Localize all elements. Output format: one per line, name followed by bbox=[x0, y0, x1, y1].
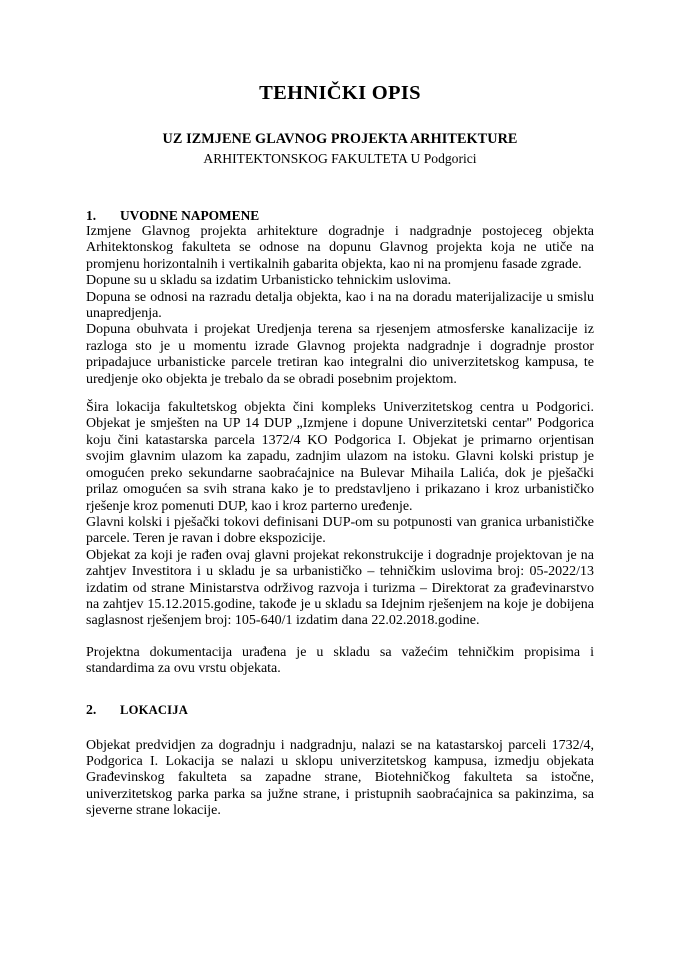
paragraph: Objekat predvidjen za dogradnju i nadgradnju, nalazi se na katastarskoj parceli 1732/4, Podgorica I. Lokacija se nalazi u sklopu univerzitetskog kampusa, izmedju objekata Građevinskog fakulteta sa zapadne strane, Biotehničkog fakulteta sa istočne, univerzitetskog parka parka sa južne strane, i pristupnih saobraćajnica sa pakinzima, sa sjeverne strane lokacije. bbox=[86, 737, 594, 819]
paragraph: Glavni kolski i pješački tokovi definisani DUP-om su potpunosti van granica urbanističke parcele. Teren je ravan i dobre ekspozicije. bbox=[86, 514, 594, 547]
paragraph: Objekat za koji je rađen ovaj glavni projekat rekonstrukcije i dogradnje projektovan je na zahtjev Investitora i u skladu je sa urbanističko – tehničkim uslovima broj: 05-2022/13 izdatim od strane Ministarstva održivog razvoja i turizma – Direktorat za građevinarstvo na zahtjev 15.12.2015.godine, takođe je u skladu sa Idejnim rješenjem na koje je dobijena saglasnost rješenjem broj: 105-640/1 izdatim dana 22.02.2018.godine. bbox=[86, 547, 594, 629]
section-label-1: UVODNE NAPOMENE bbox=[120, 208, 260, 223]
section-number-2: 2. bbox=[86, 701, 97, 717]
section-label-2: LOKACIJA bbox=[120, 702, 189, 717]
section-number-1: 1. bbox=[86, 208, 97, 223]
document-subtitle-primary: UZ IZMJENE GLAVNOG PROJEKTA ARHITEKTURE bbox=[162, 131, 518, 147]
paragraph-spacer bbox=[86, 630, 594, 645]
paragraph: Projektna dokumentacija urađena je u skladu sa važećim tehničkim propisima i standardima za ovu vrstu objekata. bbox=[86, 644, 594, 677]
paragraph: Šira lokacija fakultetskog objekta čini kompleks Univerzitetskog centra u Podgorici. Objekat je smješten na UP 14 DUP „Izmjene i dopune Univerzitetski centar" Podgorica koju čini katastarska parcela 1372/4 KO Podgorica I. Objekat je primarno orjentisan svojim glavnim ulazom ka zapadu, zadnjim ulazom na istoku. Glavni kolski pristup je omogućen preko sekundarne saobraćajnice na Bulevar Mihaila Lalića, dok je pješački prilaz omogućen sa svih strana kako je to predstavljeno i prikazano i kroz urbanističko rješenje kroz pomenuti DUP, kao i kroz parterno uređenje. bbox=[86, 400, 594, 514]
paragraph: Izmjene Glavnog projekta arhitekture dogradnje i nadgradnje postojeceg objekta Arhitektonskog fakulteta se odnose na dopunu Glavnog projekta koja ne utiče na promjenu horizontalnih i vertikalnih gabarita objekta, kao ni na promjenu fasade zgrade. bbox=[86, 224, 594, 272]
section-heading-1 bbox=[86, 167, 594, 224]
paragraph-spacer bbox=[86, 718, 594, 738]
paragraph-spacer bbox=[86, 388, 594, 400]
section-heading-2 bbox=[86, 678, 594, 718]
page-title: TEHNIČKI OPIS bbox=[259, 82, 421, 104]
document-body bbox=[86, 0, 594, 820]
paragraph: Dopune su u skladu sa izdatim Urbanisticko tehnickim uslovima. bbox=[86, 273, 452, 289]
document-subtitle-secondary: ARHITEKTONSKOG FAKULTETA U Podgorici bbox=[203, 151, 477, 166]
paragraph: Dopuna se odnosi na razradu detalja objekta, kao i na na doradu materijalizacije u smislu unapredjenja. bbox=[86, 289, 594, 322]
paragraph: Dopuna obuhvata i projekat Uredjenja terena sa rjesenjem atmosferske kanalizacije iz razloga sto je u momentu izrade Glavnog projekta nadgradnje i dogradnje prostor pripadajuce urbanisticke parcele tretiran kao integralni dio univerzitetskog kampusa, te uredjenje oko objekta je trebalo da se obradi posebnim projektom. bbox=[86, 322, 594, 387]
